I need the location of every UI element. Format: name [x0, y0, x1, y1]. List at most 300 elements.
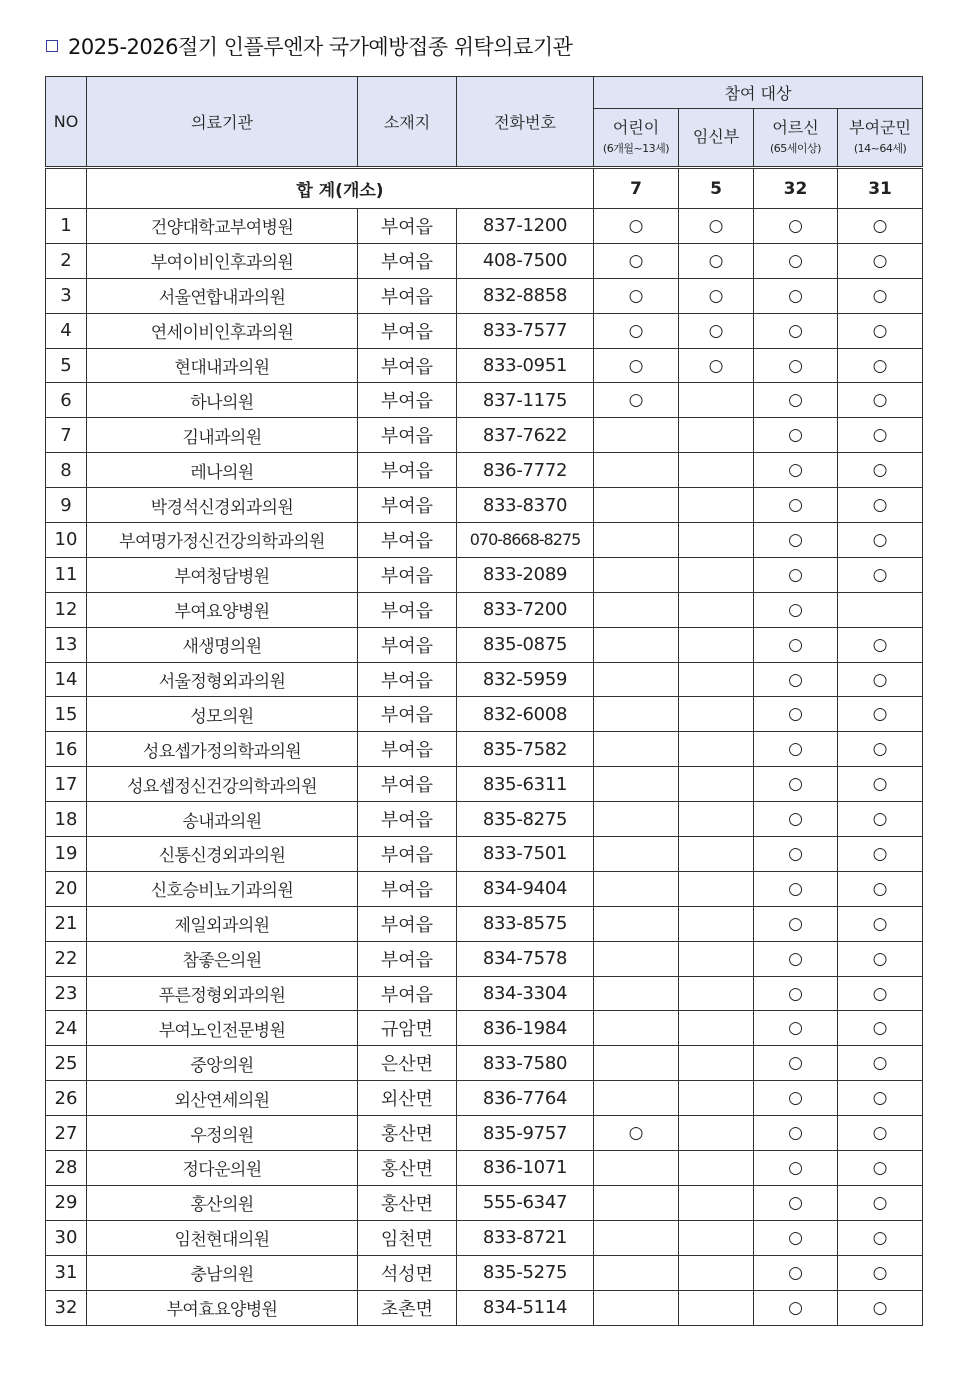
row-location: 부여읍 [358, 627, 457, 662]
row-pregnant-mark [679, 976, 754, 1011]
row-residents-mark: ○ [838, 732, 923, 767]
row-children-mark [594, 1290, 679, 1325]
row-location: 홍산면 [358, 1151, 457, 1186]
row-elderly-mark: ○ [754, 1046, 838, 1081]
checkbox-square-icon [46, 40, 58, 52]
total-pregnant: 5 [679, 168, 754, 209]
row-elderly-mark: ○ [754, 488, 838, 523]
row-elderly-mark: ○ [754, 906, 838, 941]
row-location: 홍산면 [358, 1185, 457, 1220]
row-residents-mark: ○ [838, 1116, 923, 1151]
row-no: 21 [46, 906, 87, 941]
row-phone: 835-8275 [457, 802, 594, 837]
row-elderly-mark: ○ [754, 383, 838, 418]
row-elderly-mark: ○ [754, 837, 838, 872]
row-elderly-mark: ○ [754, 941, 838, 976]
row-institution-name: 성요셉정신건강의학과의원 [87, 767, 358, 802]
table-row [46, 767, 923, 802]
row-elderly-mark: ○ [754, 1185, 838, 1220]
row-residents-mark: ○ [838, 1185, 923, 1220]
total-no-cell [46, 168, 87, 209]
row-phone: 833-8370 [457, 488, 594, 523]
row-location: 규암면 [358, 1011, 457, 1046]
row-children-mark: ○ [594, 278, 679, 313]
header-residents-label: 부여군민 [849, 118, 911, 138]
row-phone: 833-2089 [457, 557, 594, 592]
row-pregnant-mark [679, 627, 754, 662]
row-no: 30 [46, 1220, 87, 1255]
row-location: 부여읍 [358, 592, 457, 627]
row-children-mark: ○ [594, 243, 679, 278]
row-institution-name: 신호승비뇨기과의원 [87, 871, 358, 906]
row-institution-name: 부여청담병원 [87, 557, 358, 592]
row-location: 홍산면 [358, 1116, 457, 1151]
total-children: 7 [594, 168, 679, 209]
row-children-mark [594, 1220, 679, 1255]
row-pregnant-mark [679, 732, 754, 767]
table-row [46, 941, 923, 976]
header-pregnant: 임신부 [679, 109, 754, 168]
row-pregnant-mark [679, 837, 754, 872]
row-residents-mark: ○ [838, 662, 923, 697]
row-institution-name: 김내과의원 [87, 418, 358, 453]
row-no: 20 [46, 871, 87, 906]
row-phone: 832-8858 [457, 278, 594, 313]
row-phone: 832-5959 [457, 662, 594, 697]
row-location: 은산면 [358, 1046, 457, 1081]
row-children-mark [594, 802, 679, 837]
row-phone: 834-5114 [457, 1290, 594, 1325]
row-location: 부여읍 [358, 662, 457, 697]
row-children-mark: ○ [594, 209, 679, 244]
row-residents-mark: ○ [838, 697, 923, 732]
row-pregnant-mark: ○ [679, 209, 754, 244]
row-location: 부여읍 [358, 488, 457, 523]
row-pregnant-mark [679, 1046, 754, 1081]
row-children-mark [594, 1046, 679, 1081]
row-phone: 834-3304 [457, 976, 594, 1011]
row-residents-mark: ○ [838, 837, 923, 872]
row-residents-mark: ○ [838, 453, 923, 488]
row-phone: 832-6008 [457, 697, 594, 732]
row-elderly-mark: ○ [754, 662, 838, 697]
row-no: 11 [46, 557, 87, 592]
table-row [46, 697, 923, 732]
row-location: 부여읍 [358, 313, 457, 348]
row-residents-mark: ○ [838, 871, 923, 906]
row-pregnant-mark: ○ [679, 348, 754, 383]
row-pregnant-mark [679, 1011, 754, 1046]
row-no: 32 [46, 1290, 87, 1325]
row-no: 23 [46, 976, 87, 1011]
table-row [46, 1011, 923, 1046]
row-pregnant-mark [679, 941, 754, 976]
row-no: 28 [46, 1151, 87, 1186]
row-institution-name: 부여효요양병원 [87, 1290, 358, 1325]
row-no: 18 [46, 802, 87, 837]
row-location: 부여읍 [358, 871, 457, 906]
table-row [46, 592, 923, 627]
row-phone: 836-1071 [457, 1151, 594, 1186]
row-no: 25 [46, 1046, 87, 1081]
row-children-mark [594, 1185, 679, 1220]
table-row [46, 732, 923, 767]
row-institution-name: 현대내과의원 [87, 348, 358, 383]
row-elderly-mark: ○ [754, 697, 838, 732]
row-children-mark: ○ [594, 1116, 679, 1151]
table-row [46, 1046, 923, 1081]
table-row [46, 278, 923, 313]
table-row [46, 557, 923, 592]
row-institution-name: 박경석신경외과의원 [87, 488, 358, 523]
row-elderly-mark: ○ [754, 418, 838, 453]
row-pregnant-mark [679, 697, 754, 732]
row-children-mark [594, 1151, 679, 1186]
row-residents-mark: ○ [838, 1290, 923, 1325]
row-phone: 836-7764 [457, 1081, 594, 1116]
row-no: 26 [46, 1081, 87, 1116]
total-elderly: 32 [754, 168, 838, 209]
row-location: 석성면 [358, 1255, 457, 1290]
row-children-mark [594, 1255, 679, 1290]
row-institution-name: 제일외과의원 [87, 906, 358, 941]
row-children-mark [594, 523, 679, 558]
row-pregnant-mark [679, 1151, 754, 1186]
row-elderly-mark: ○ [754, 243, 838, 278]
table-row [46, 418, 923, 453]
row-elderly-mark: ○ [754, 523, 838, 558]
row-phone: 836-7772 [457, 453, 594, 488]
row-location: 부여읍 [358, 523, 457, 558]
row-location: 부여읍 [358, 732, 457, 767]
row-institution-name: 송내과의원 [87, 802, 358, 837]
row-pregnant-mark [679, 592, 754, 627]
row-location: 부여읍 [358, 941, 457, 976]
row-pregnant-mark [679, 662, 754, 697]
table-row [46, 383, 923, 418]
row-no: 10 [46, 523, 87, 558]
table-row [46, 662, 923, 697]
row-pregnant-mark: ○ [679, 243, 754, 278]
row-residents-mark: ○ [838, 523, 923, 558]
row-phone: 835-9757 [457, 1116, 594, 1151]
row-no: 31 [46, 1255, 87, 1290]
header-elderly [754, 109, 838, 168]
row-institution-name: 부여명가정신건강의학과의원 [87, 523, 358, 558]
row-phone: 834-9404 [457, 871, 594, 906]
row-elderly-mark: ○ [754, 1220, 838, 1255]
header-participation: 참여 대상 [594, 77, 923, 109]
table-row [46, 313, 923, 348]
header-institution: 의료기관 [87, 77, 358, 168]
row-institution-name: 신통신경외과의원 [87, 837, 358, 872]
row-children-mark [594, 1011, 679, 1046]
row-location: 부여읍 [358, 557, 457, 592]
row-elderly-mark: ○ [754, 1290, 838, 1325]
row-children-mark [594, 871, 679, 906]
table-row [46, 523, 923, 558]
row-phone: 408-7500 [457, 243, 594, 278]
row-pregnant-mark [679, 1220, 754, 1255]
row-residents-mark: ○ [838, 243, 923, 278]
row-phone: 833-7200 [457, 592, 594, 627]
row-institution-name: 홍산의원 [87, 1185, 358, 1220]
row-pregnant-mark [679, 1081, 754, 1116]
row-institution-name: 푸른정형외과의원 [87, 976, 358, 1011]
row-location: 부여읍 [358, 906, 457, 941]
row-no: 5 [46, 348, 87, 383]
header-residents [838, 109, 923, 168]
table-row [46, 871, 923, 906]
row-phone: 833-7580 [457, 1046, 594, 1081]
row-location: 부여읍 [358, 837, 457, 872]
table-row [46, 453, 923, 488]
row-no: 1 [46, 209, 87, 244]
row-no: 15 [46, 697, 87, 732]
row-no: 4 [46, 313, 87, 348]
row-institution-name: 하나의원 [87, 383, 358, 418]
row-residents-mark [838, 592, 923, 627]
row-no: 19 [46, 837, 87, 872]
row-pregnant-mark [679, 1185, 754, 1220]
row-residents-mark: ○ [838, 802, 923, 837]
table-row [46, 1185, 923, 1220]
row-residents-mark: ○ [838, 1220, 923, 1255]
row-residents-mark: ○ [838, 209, 923, 244]
row-pregnant-mark [679, 557, 754, 592]
row-phone: 835-5275 [457, 1255, 594, 1290]
header-children [594, 109, 679, 168]
row-location: 부여읍 [358, 243, 457, 278]
row-children-mark: ○ [594, 348, 679, 383]
row-institution-name: 중앙의원 [87, 1046, 358, 1081]
row-children-mark [594, 453, 679, 488]
row-residents-mark: ○ [838, 1046, 923, 1081]
row-institution-name: 성모의원 [87, 697, 358, 732]
row-institution-name: 부여이비인후과의원 [87, 243, 358, 278]
row-phone: 070-8668-8275 [457, 523, 594, 558]
row-pregnant-mark [679, 1255, 754, 1290]
row-phone: 833-8575 [457, 906, 594, 941]
row-no: 3 [46, 278, 87, 313]
row-elderly-mark: ○ [754, 453, 838, 488]
header-elderly-range: (65세이상) [770, 141, 821, 155]
row-institution-name: 외산연세의원 [87, 1081, 358, 1116]
row-institution-name: 서울연합내과의원 [87, 278, 358, 313]
table-row [46, 209, 923, 244]
row-location: 부여읍 [358, 278, 457, 313]
row-location: 부여읍 [358, 802, 457, 837]
row-children-mark [594, 732, 679, 767]
row-phone: 833-8721 [457, 1220, 594, 1255]
row-no: 7 [46, 418, 87, 453]
row-residents-mark: ○ [838, 767, 923, 802]
table-row [46, 1220, 923, 1255]
row-location: 임천면 [358, 1220, 457, 1255]
row-elderly-mark: ○ [754, 732, 838, 767]
row-pregnant-mark [679, 906, 754, 941]
row-elderly-mark: ○ [754, 976, 838, 1011]
row-children-mark [594, 906, 679, 941]
row-institution-name: 임천현대의원 [87, 1220, 358, 1255]
row-children-mark [594, 662, 679, 697]
row-children-mark [594, 1081, 679, 1116]
row-no: 9 [46, 488, 87, 523]
row-residents-mark: ○ [838, 488, 923, 523]
row-institution-name: 건양대학교부여병원 [87, 209, 358, 244]
table-row [46, 488, 923, 523]
row-no: 13 [46, 627, 87, 662]
row-no: 14 [46, 662, 87, 697]
row-no: 2 [46, 243, 87, 278]
row-children-mark [594, 592, 679, 627]
table-row [46, 1081, 923, 1116]
row-pregnant-mark [679, 523, 754, 558]
row-no: 24 [46, 1011, 87, 1046]
row-no: 29 [46, 1185, 87, 1220]
header-children-label: 어린이 [612, 118, 660, 138]
row-elderly-mark: ○ [754, 278, 838, 313]
table-row [46, 906, 923, 941]
row-location: 초촌면 [358, 1290, 457, 1325]
table-row [46, 1255, 923, 1290]
header-no: NO [46, 77, 87, 168]
header-location: 소재지 [358, 77, 457, 168]
row-pregnant-mark [679, 802, 754, 837]
row-children-mark [594, 837, 679, 872]
row-elderly-mark: ○ [754, 1081, 838, 1116]
row-elderly-mark: ○ [754, 1151, 838, 1186]
row-children-mark [594, 488, 679, 523]
row-pregnant-mark [679, 488, 754, 523]
row-institution-name: 부여노인전문병원 [87, 1011, 358, 1046]
header-residents-range: (14~64세) [853, 141, 907, 155]
table-row [46, 627, 923, 662]
row-children-mark [594, 418, 679, 453]
row-residents-mark: ○ [838, 1255, 923, 1290]
row-location: 부여읍 [358, 767, 457, 802]
table-row [46, 243, 923, 278]
row-phone: 836-1984 [457, 1011, 594, 1046]
row-institution-name: 새생명의원 [87, 627, 358, 662]
table-row [46, 348, 923, 383]
row-location: 부여읍 [358, 697, 457, 732]
row-phone: 837-7622 [457, 418, 594, 453]
header-phone: 전화번호 [457, 77, 594, 168]
row-location: 부여읍 [358, 453, 457, 488]
row-institution-name: 참좋은의원 [87, 941, 358, 976]
table-row [46, 976, 923, 1011]
row-children-mark [594, 557, 679, 592]
row-children-mark [594, 767, 679, 802]
row-children-mark [594, 941, 679, 976]
page-title-row [46, 30, 572, 62]
row-children-mark [594, 976, 679, 1011]
row-residents-mark: ○ [838, 941, 923, 976]
table-row [46, 1116, 923, 1151]
institution-table [45, 76, 923, 1326]
row-phone: 837-1200 [457, 209, 594, 244]
row-residents-mark: ○ [838, 627, 923, 662]
row-elderly-mark: ○ [754, 1116, 838, 1151]
row-residents-mark: ○ [838, 313, 923, 348]
row-pregnant-mark [679, 453, 754, 488]
row-residents-mark: ○ [838, 557, 923, 592]
row-location: 부여읍 [358, 976, 457, 1011]
row-pregnant-mark [679, 1290, 754, 1325]
row-residents-mark: ○ [838, 278, 923, 313]
row-elderly-mark: ○ [754, 348, 838, 383]
row-phone: 837-1175 [457, 383, 594, 418]
row-institution-name: 부여요양병원 [87, 592, 358, 627]
total-residents: 31 [838, 168, 923, 209]
row-elderly-mark: ○ [754, 1011, 838, 1046]
row-elderly-mark: ○ [754, 209, 838, 244]
row-phone: 833-7501 [457, 837, 594, 872]
row-residents-mark: ○ [838, 418, 923, 453]
row-residents-mark: ○ [838, 383, 923, 418]
header-children-range: (6개월~13세) [602, 141, 670, 155]
row-pregnant-mark: ○ [679, 313, 754, 348]
row-children-mark: ○ [594, 313, 679, 348]
row-location: 외산면 [358, 1081, 457, 1116]
header-elderly-label: 어르신 [772, 118, 819, 138]
row-no: 22 [46, 941, 87, 976]
page-title: 2025-2026절기 인플루엔자 국가예방접종 위탁의료기관 [68, 35, 573, 59]
row-pregnant-mark [679, 383, 754, 418]
row-pregnant-mark [679, 418, 754, 453]
row-institution-name: 성요셉가정의학과의원 [87, 732, 358, 767]
row-elderly-mark: ○ [754, 557, 838, 592]
row-phone: 835-6311 [457, 767, 594, 802]
row-elderly-mark: ○ [754, 313, 838, 348]
row-phone: 835-0875 [457, 627, 594, 662]
row-no: 8 [46, 453, 87, 488]
row-elderly-mark: ○ [754, 1255, 838, 1290]
row-location: 부여읍 [358, 383, 457, 418]
row-residents-mark: ○ [838, 906, 923, 941]
row-residents-mark: ○ [838, 348, 923, 383]
row-children-mark [594, 697, 679, 732]
row-pregnant-mark [679, 767, 754, 802]
row-location: 부여읍 [358, 209, 457, 244]
row-institution-name: 연세이비인후과의원 [87, 313, 358, 348]
row-pregnant-mark: ○ [679, 278, 754, 313]
row-residents-mark: ○ [838, 1011, 923, 1046]
row-institution-name: 충남의원 [87, 1255, 358, 1290]
row-location: 부여읍 [358, 418, 457, 453]
row-institution-name: 우정의원 [87, 1116, 358, 1151]
total-label: 합 계(개소) [87, 168, 594, 209]
row-elderly-mark: ○ [754, 627, 838, 662]
table-row [46, 1151, 923, 1186]
row-phone: 555-6347 [457, 1185, 594, 1220]
table-row [46, 837, 923, 872]
row-children-mark [594, 627, 679, 662]
row-children-mark: ○ [594, 383, 679, 418]
row-phone: 833-0951 [457, 348, 594, 383]
row-no: 12 [46, 592, 87, 627]
row-phone: 835-7582 [457, 732, 594, 767]
row-pregnant-mark [679, 1116, 754, 1151]
row-phone: 833-7577 [457, 313, 594, 348]
row-residents-mark: ○ [838, 1081, 923, 1116]
row-no: 6 [46, 383, 87, 418]
row-elderly-mark: ○ [754, 802, 838, 837]
row-elderly-mark: ○ [754, 871, 838, 906]
row-no: 16 [46, 732, 87, 767]
row-elderly-mark: ○ [754, 592, 838, 627]
